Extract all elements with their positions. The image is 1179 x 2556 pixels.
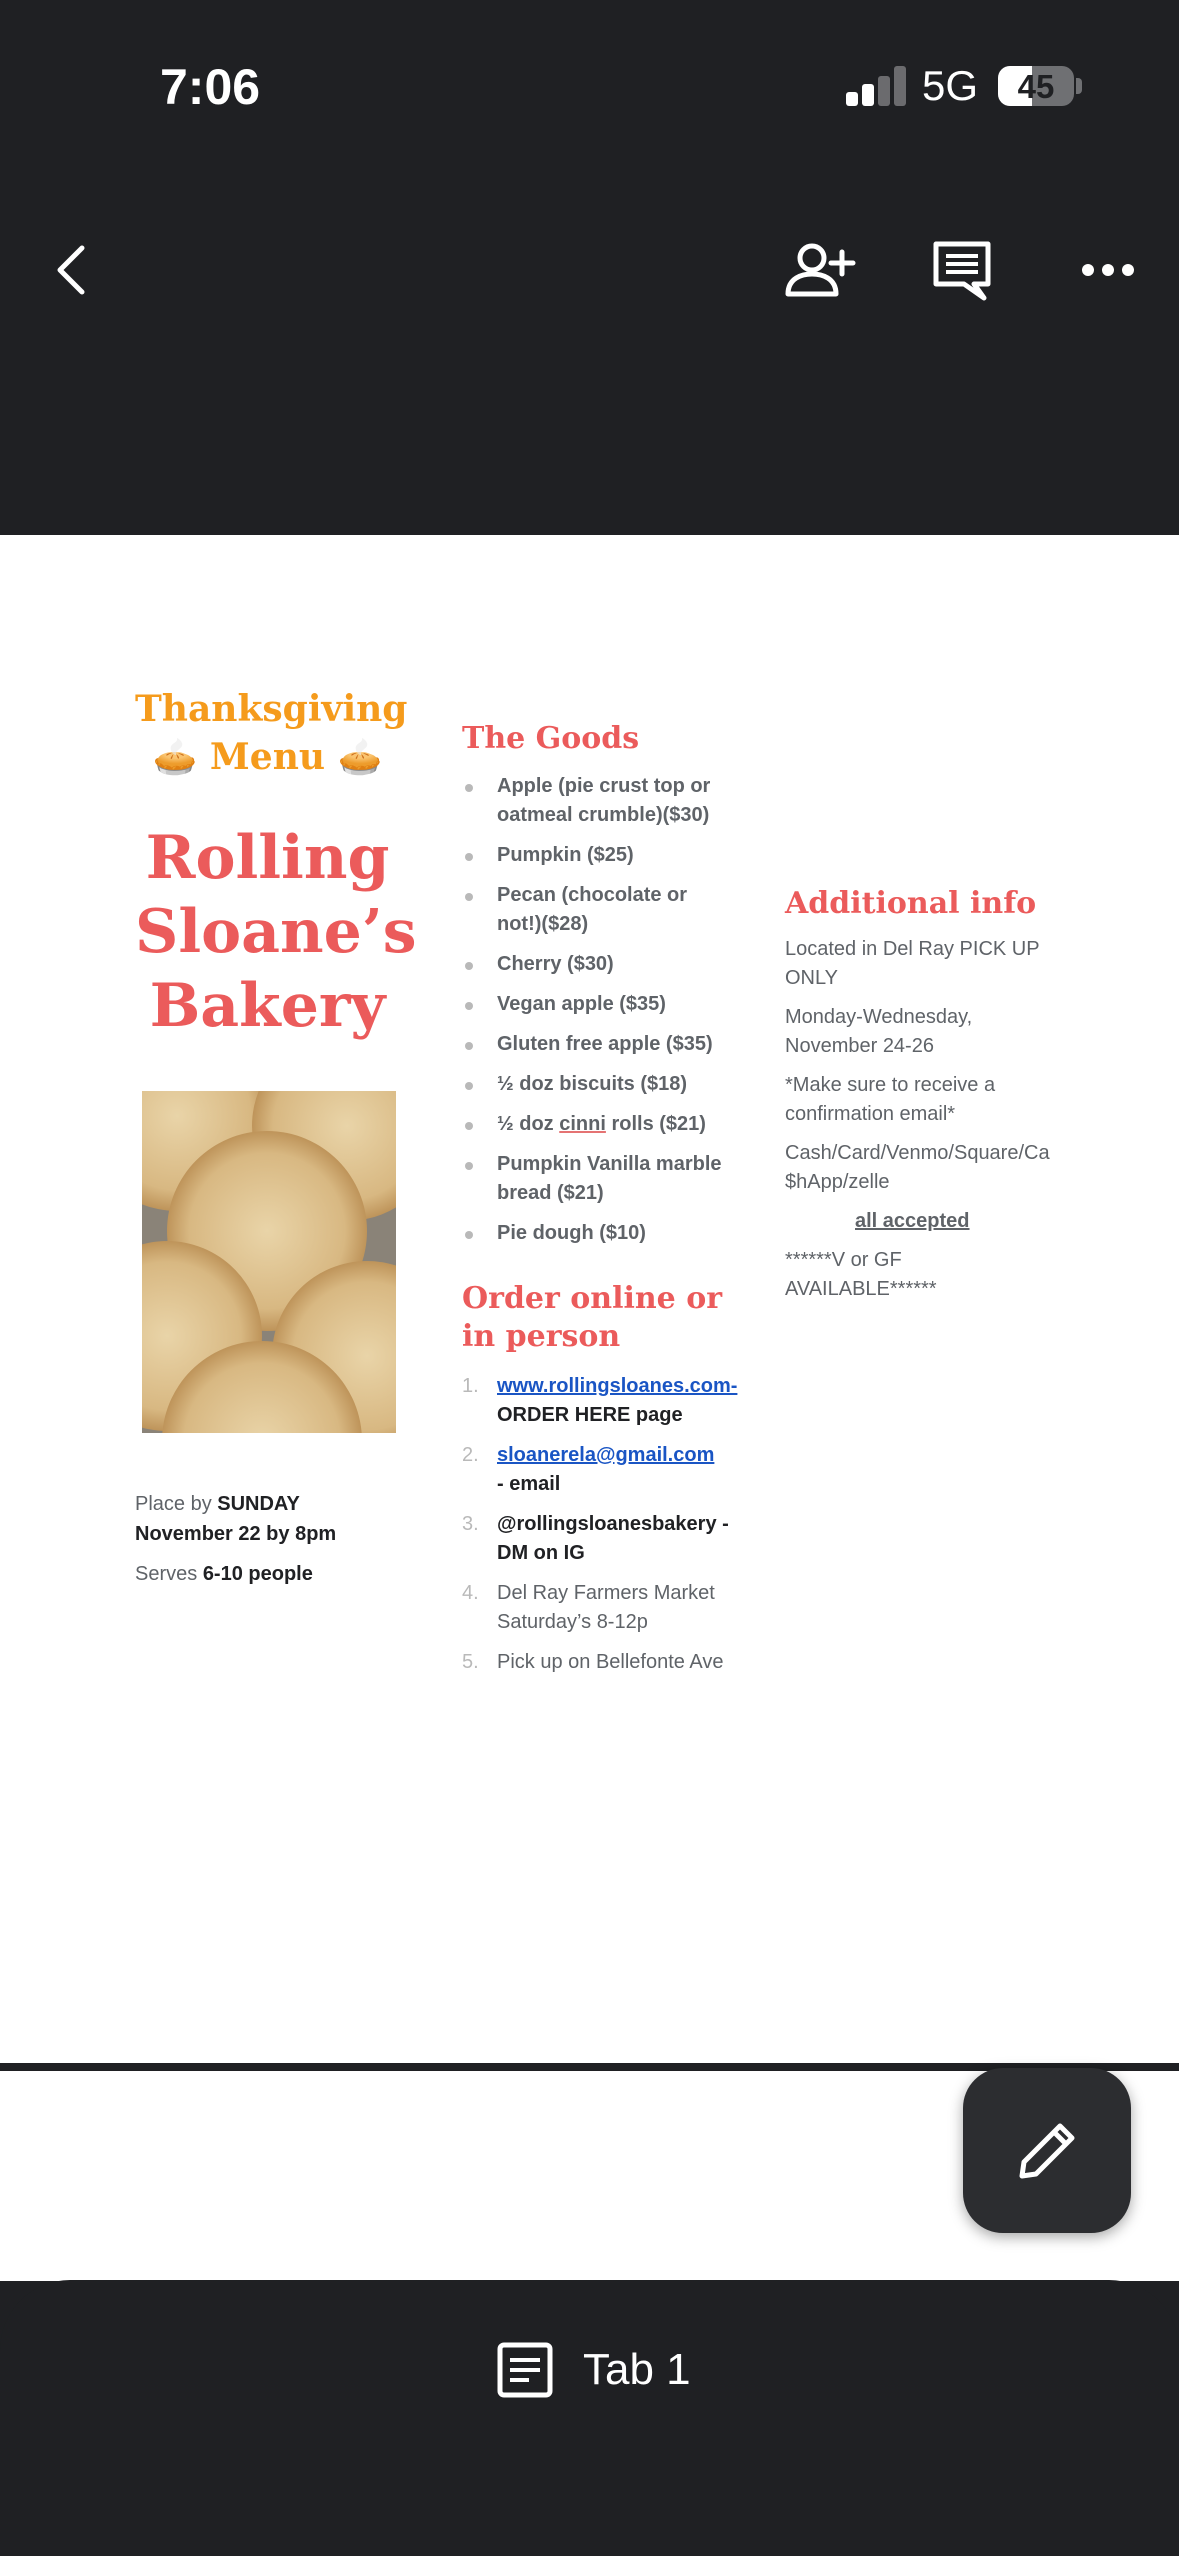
goods-column [462, 720, 738, 1688]
bottom-tab-bar [0, 2280, 1179, 2556]
confirmation-note: *Make sure to receive a confirmation email* [785, 1074, 996, 1125]
tab-1[interactable] [495, 2340, 691, 2400]
network-type: 5G [922, 62, 979, 109]
list-item: 3. @rollingsloanesbakery - DM on IG [462, 1513, 729, 1564]
document-page[interactable] [0, 535, 1179, 2063]
signal-icon [846, 66, 908, 106]
list-item: 1. www.rollingsloanes.com- ORDER HERE page [462, 1375, 738, 1426]
goods-list [462, 772, 732, 1248]
additional-info-heading: Additional info [785, 886, 1037, 921]
list-item: Apple (pie crust top or oatmeal crumble)($30) [462, 772, 732, 830]
list-item: ½ doz cinni rolls ($21) [462, 1110, 732, 1139]
list-item: Pecan (chocolate or not!)($28) [462, 881, 732, 939]
list-item: Pumpkin Vanilla marble bread ($21) [462, 1150, 732, 1208]
order-list [462, 1372, 738, 1677]
battery-icon [998, 66, 1074, 106]
pies-photo [142, 1091, 396, 1433]
payment-methods: Cash/Card/Venmo/Square/Ca$hApp/zelle [785, 1142, 1050, 1193]
chevron-left-icon [50, 240, 90, 300]
goods-heading: The Goods [462, 721, 640, 756]
status-time: 7:06 [160, 59, 261, 115]
order-deadline: Place by SUNDAY November 22 by 8pm [135, 1493, 337, 1545]
website-link[interactable]: www.rollingsloanes.com- [497, 1375, 738, 1397]
pickup-dates-text: Monday-Wednesday, November 24-26 [785, 1006, 973, 1057]
serves-info: Serves 6-10 people [135, 1563, 313, 1585]
comment-icon [930, 238, 994, 302]
list-item: ½ doz biscuits ($18) [462, 1070, 732, 1099]
list-item: Gluten free apple ($35) [462, 1030, 732, 1059]
list-item: 5. Pick up on Bellefonte Ave [462, 1651, 724, 1673]
list-item: Cherry ($30) [462, 950, 732, 979]
status-bar [0, 0, 1179, 175]
additional-info-column [785, 885, 1055, 1314]
edit-pencil-icon [1012, 2116, 1082, 2186]
list-item: 2. sloanerela@gmail.com - email [462, 1444, 715, 1495]
list-item: Vegan apple ($35) [462, 990, 732, 1019]
document-icon [495, 2340, 555, 2400]
menu-header-column [135, 685, 417, 1589]
back-button[interactable] [30, 220, 110, 320]
comment-button[interactable] [912, 220, 1012, 320]
more-horizontal-icon [1080, 262, 1136, 278]
list-item: 4. Del Ray Farmers Market Saturday’s 8-12p [462, 1582, 715, 1633]
location-text: Located in Del Ray PICK UP ONLY [785, 938, 1040, 989]
order-heading: Order online or in person [462, 1281, 723, 1354]
person-add-icon [784, 240, 856, 300]
email-link[interactable]: sloanerela@gmail.com [497, 1444, 715, 1466]
tab-label: Tab 1 [583, 2345, 691, 2394]
app-bar [0, 200, 1179, 340]
share-button[interactable] [770, 220, 870, 320]
battery-percent: 45 [1017, 68, 1055, 105]
thanksgiving-menu-heading: Thanksgiving 🥧 Menu 🥧 [135, 688, 408, 778]
edit-button[interactable] [963, 2068, 1131, 2233]
more-options-button[interactable] [1058, 220, 1158, 320]
list-item: Pie dough ($10) [462, 1219, 732, 1248]
list-item: Pumpkin ($25) [462, 841, 732, 870]
payment-accepted: all accepted [855, 1210, 970, 1232]
dietary-note: ******V or GF AVAILABLE****** [785, 1249, 937, 1300]
bakery-name-heading: Rolling Sloane’s Bakery [135, 823, 417, 1041]
